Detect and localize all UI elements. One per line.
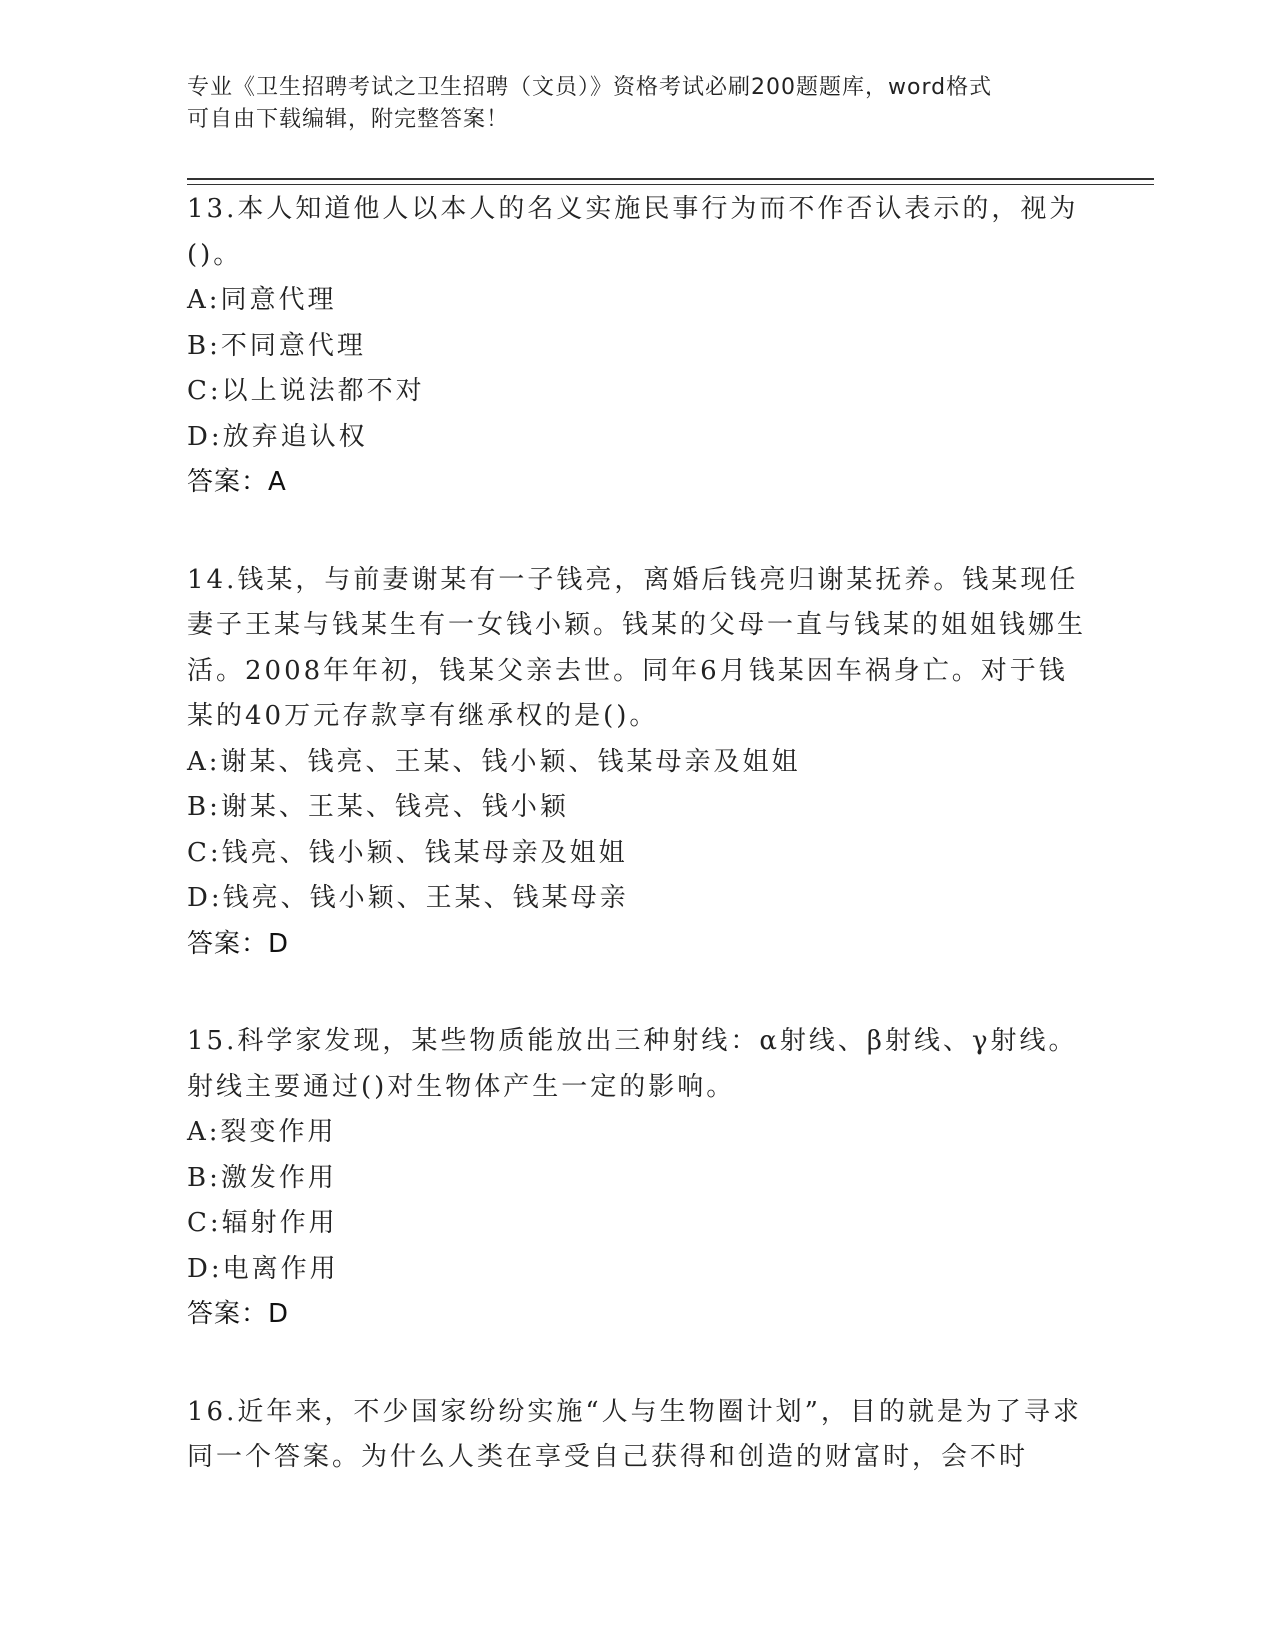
option-a: A:谢某、钱亮、王某、钱小颖、钱某母亲及姐姐 <box>187 746 801 777</box>
question-13 <box>187 187 1087 506</box>
question-text: 13.本人知道他人以本人的名义实施民事行为而不作否认表示的，视为()。 <box>187 194 1079 270</box>
header-line-1: 专业《卫生招聘考试之卫生招聘（文员）》资格考试必刷200题题库，word格式 <box>187 75 993 100</box>
document-header <box>187 72 1067 136</box>
option-b: B:激发作用 <box>187 1162 337 1193</box>
option-a: A:裂变作用 <box>187 1117 337 1147</box>
option-b: B:谢某、王某、钱亮、钱小颖 <box>187 792 569 822</box>
answer-label: 答案：D <box>187 1299 290 1329</box>
question-14 <box>187 558 1087 968</box>
question-text: 16.近年来，不少国家纷纷实施“人与生物圈计划”，目的就是为了寻求同一个答案。为什么人类在享受自己获得和创造的财富时，会不时 <box>187 1396 1082 1472</box>
option-b: B:不同意代理 <box>187 330 366 361</box>
option-d: D:电离作用 <box>187 1253 339 1284</box>
answer-label: 答案：A <box>187 467 287 497</box>
question-text: 14.钱某，与前妻谢某有一子钱亮，离婚后钱亮归谢某抚养。钱某现任妻子王某与钱某生有一女钱小颖。钱某的父母一直与钱某的姐姐钱娜生活。2008年年初，钱某父亲去世。同年6月钱某因车祸身亡。对于钱某的40万元存款享有继承权的是()。 <box>187 564 1087 731</box>
question-16 <box>187 1390 1087 1481</box>
question-list <box>187 187 1087 1533</box>
header-divider-thin <box>187 184 1154 185</box>
header-divider <box>187 178 1154 180</box>
header-line-2: 可自由下载编辑，附完整答案！ <box>187 107 510 132</box>
option-c: C:钱亮、钱小颖、钱某母亲及姐姐 <box>187 837 628 868</box>
option-c: C:辐射作用 <box>187 1208 338 1238</box>
question-15 <box>187 1019 1087 1338</box>
answer-label: 答案：D <box>187 928 290 959</box>
option-a: A:同意代理 <box>187 285 337 315</box>
option-d: D:放弃追认权 <box>187 421 368 452</box>
question-text: 15.科学家发现，某些物质能放出三种射线：α射线、β射线、γ射线。射线主要通过()对生物体产生一定的影响。 <box>187 1026 1078 1102</box>
option-c: C:以上说法都不对 <box>187 376 425 406</box>
option-d: D:钱亮、钱小颖、王某、钱某母亲 <box>187 883 629 913</box>
